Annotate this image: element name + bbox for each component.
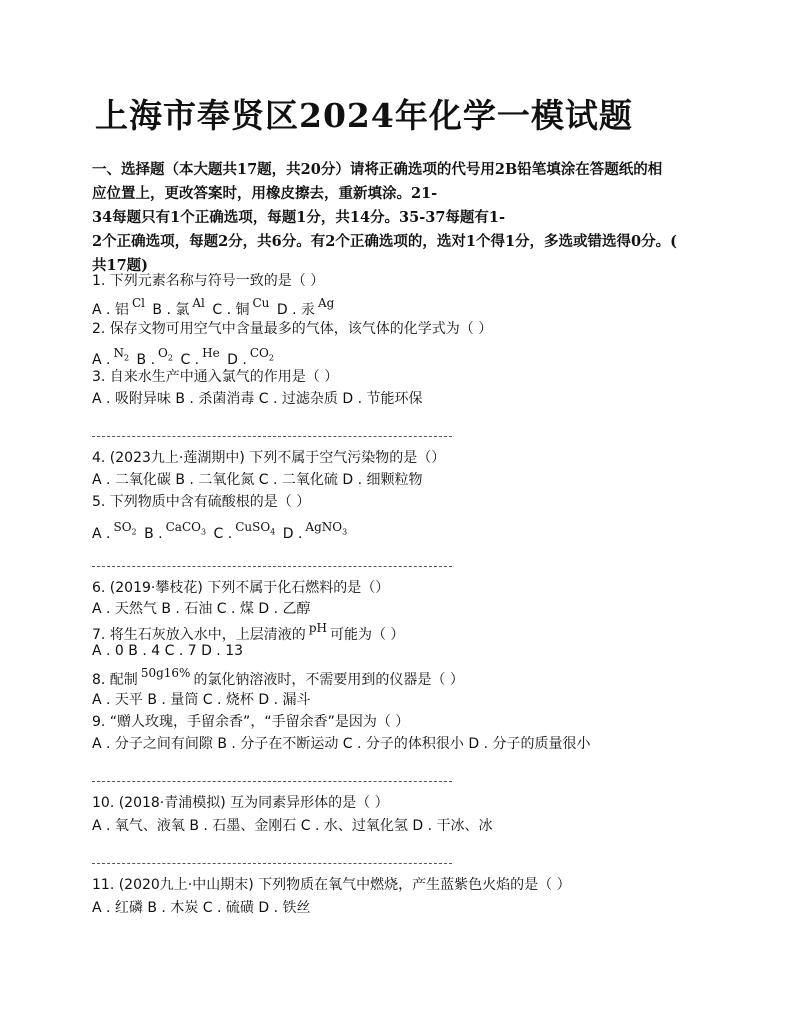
formula: He: [202, 346, 220, 360]
question-5-stem: 5. 下列物质中含有硫酸根的是（ ）: [92, 494, 311, 510]
question-4-stem: 4. (2023九上·莲湖期中) 下列不属于空气污染物的是（）: [92, 450, 446, 466]
question-3-options: A . 吸附异味 B . 杀菌消毒 C . 过滤杂质 D . 节能环保: [92, 391, 423, 407]
formula: $N_2$: [113, 346, 130, 363]
option-b: B .: [136, 352, 156, 368]
option-c: C .: [213, 526, 233, 542]
question-11-stem: 11. (2020九上·中山期末) 下列物质在氧气中燃烧，产生蓝紫色火焰的是（ ）: [92, 877, 571, 893]
question-3-stem: 3. 自来水生产中通入氯气的作用是（ ）: [92, 369, 339, 385]
question-11-options: A . 红磷 B . 木炭 C . 硫磺 D . 铁丝: [92, 900, 311, 916]
question-4-options: A . 二氧化碳 B . 二氧化氮 C . 二氧化硫 D . 细颗粒物: [92, 472, 423, 488]
formula: $O_2$: [158, 346, 173, 363]
question-10-stem: 10. (2018·青浦模拟) 互为同素异形体的是（ ）: [92, 795, 389, 811]
option-c: C .: [180, 352, 200, 368]
section-instructions: [92, 158, 702, 278]
question-7-stem: 7. 将生石灰放入水中，上层清液的 pH 可能为（ ）: [92, 621, 405, 643]
formula: CuSO$_4$: [235, 520, 276, 537]
option-d: D .: [227, 352, 247, 368]
option-b: B .: [144, 526, 163, 542]
formula: Ag: [318, 296, 335, 310]
formula: Al: [192, 296, 205, 310]
formula: Cl: [131, 296, 145, 310]
question-8-options: A . 天平 B . 量筒 C . 烧杯 D . 漏斗: [92, 692, 311, 708]
divider: [92, 863, 452, 864]
option-d: D . 汞: [276, 302, 316, 318]
formula: Cu: [252, 296, 270, 310]
question-9-stem: 9. “赠人玫瑰，手留余香”，“手留余香”是因为（ ）: [92, 714, 410, 730]
option-a: A .: [92, 526, 111, 542]
instruction-line: 应位置上，更改答案时，用橡皮擦去，重新填涂。21-: [92, 185, 438, 202]
formula: AgNO$_3$: [305, 520, 348, 537]
instruction-line: 一、选择题（本大题共17题，共20分）请将正确选项的代号用2B铅笔填涂在答题纸的相: [92, 161, 663, 178]
question-8-stem: 8. 配制 50g16% 的氯化钠溶液时，不需要用到的仪器是（ ）: [92, 666, 464, 688]
question-7-options: A . 0 B . 4 C . 7 D . 13: [92, 643, 244, 659]
option-a: A . 铝: [92, 302, 129, 318]
question-6-stem: 6. (2019·攀枝花) 下列不属于化石燃料的是（）: [92, 580, 390, 596]
question-6-options: A . 天然气 B . 石油 C . 煤 D . 乙醇: [92, 601, 311, 617]
divider: [92, 436, 452, 437]
option-c: C . 铜: [212, 302, 250, 318]
formula: pH: [308, 621, 327, 635]
formula: CaCO$_3$: [165, 520, 207, 537]
divider: [92, 566, 452, 567]
question-10-options: A . 氧气、液氧 B . 石墨、金刚石 C . 水、过氧化氢 D . 干冰、冰: [92, 818, 493, 834]
formula: $SO_2$: [113, 520, 137, 537]
question-2-stem: 2. 保存文物可用空气中含量最多的气体，该气体的化学式为（ ）: [92, 321, 493, 337]
instruction-line: 共17题): [92, 257, 149, 274]
formula: 50g16%: [140, 666, 191, 680]
option-b: B . 氯: [152, 302, 190, 318]
question-1-stem: 1. 下列元素名称与符号一致的是（ ）: [92, 273, 325, 289]
instruction-line: 2个正确选项，每题2分，共6分。有2个正确选项的，选对1个得1分，多选或错选得0分。(: [92, 233, 677, 250]
divider: [92, 781, 452, 782]
question-5-options: [92, 520, 350, 542]
question-1-options: [92, 296, 337, 319]
question-2-options: [92, 346, 277, 368]
page-title: 上海市奉贤区2024年化学一模试题: [95, 96, 633, 135]
option-a: A .: [92, 352, 111, 368]
question-9-options: A . 分子之间有间隙 B . 分子在不断运动 C . 分子的体积很小 D . 分子的质量很小: [92, 736, 591, 752]
option-d: D .: [282, 526, 303, 542]
instruction-line: 34每题只有1个正确选项，每题1分，共14分。35-37每题有1-: [92, 209, 506, 226]
formula: $CO_2$: [249, 346, 274, 363]
